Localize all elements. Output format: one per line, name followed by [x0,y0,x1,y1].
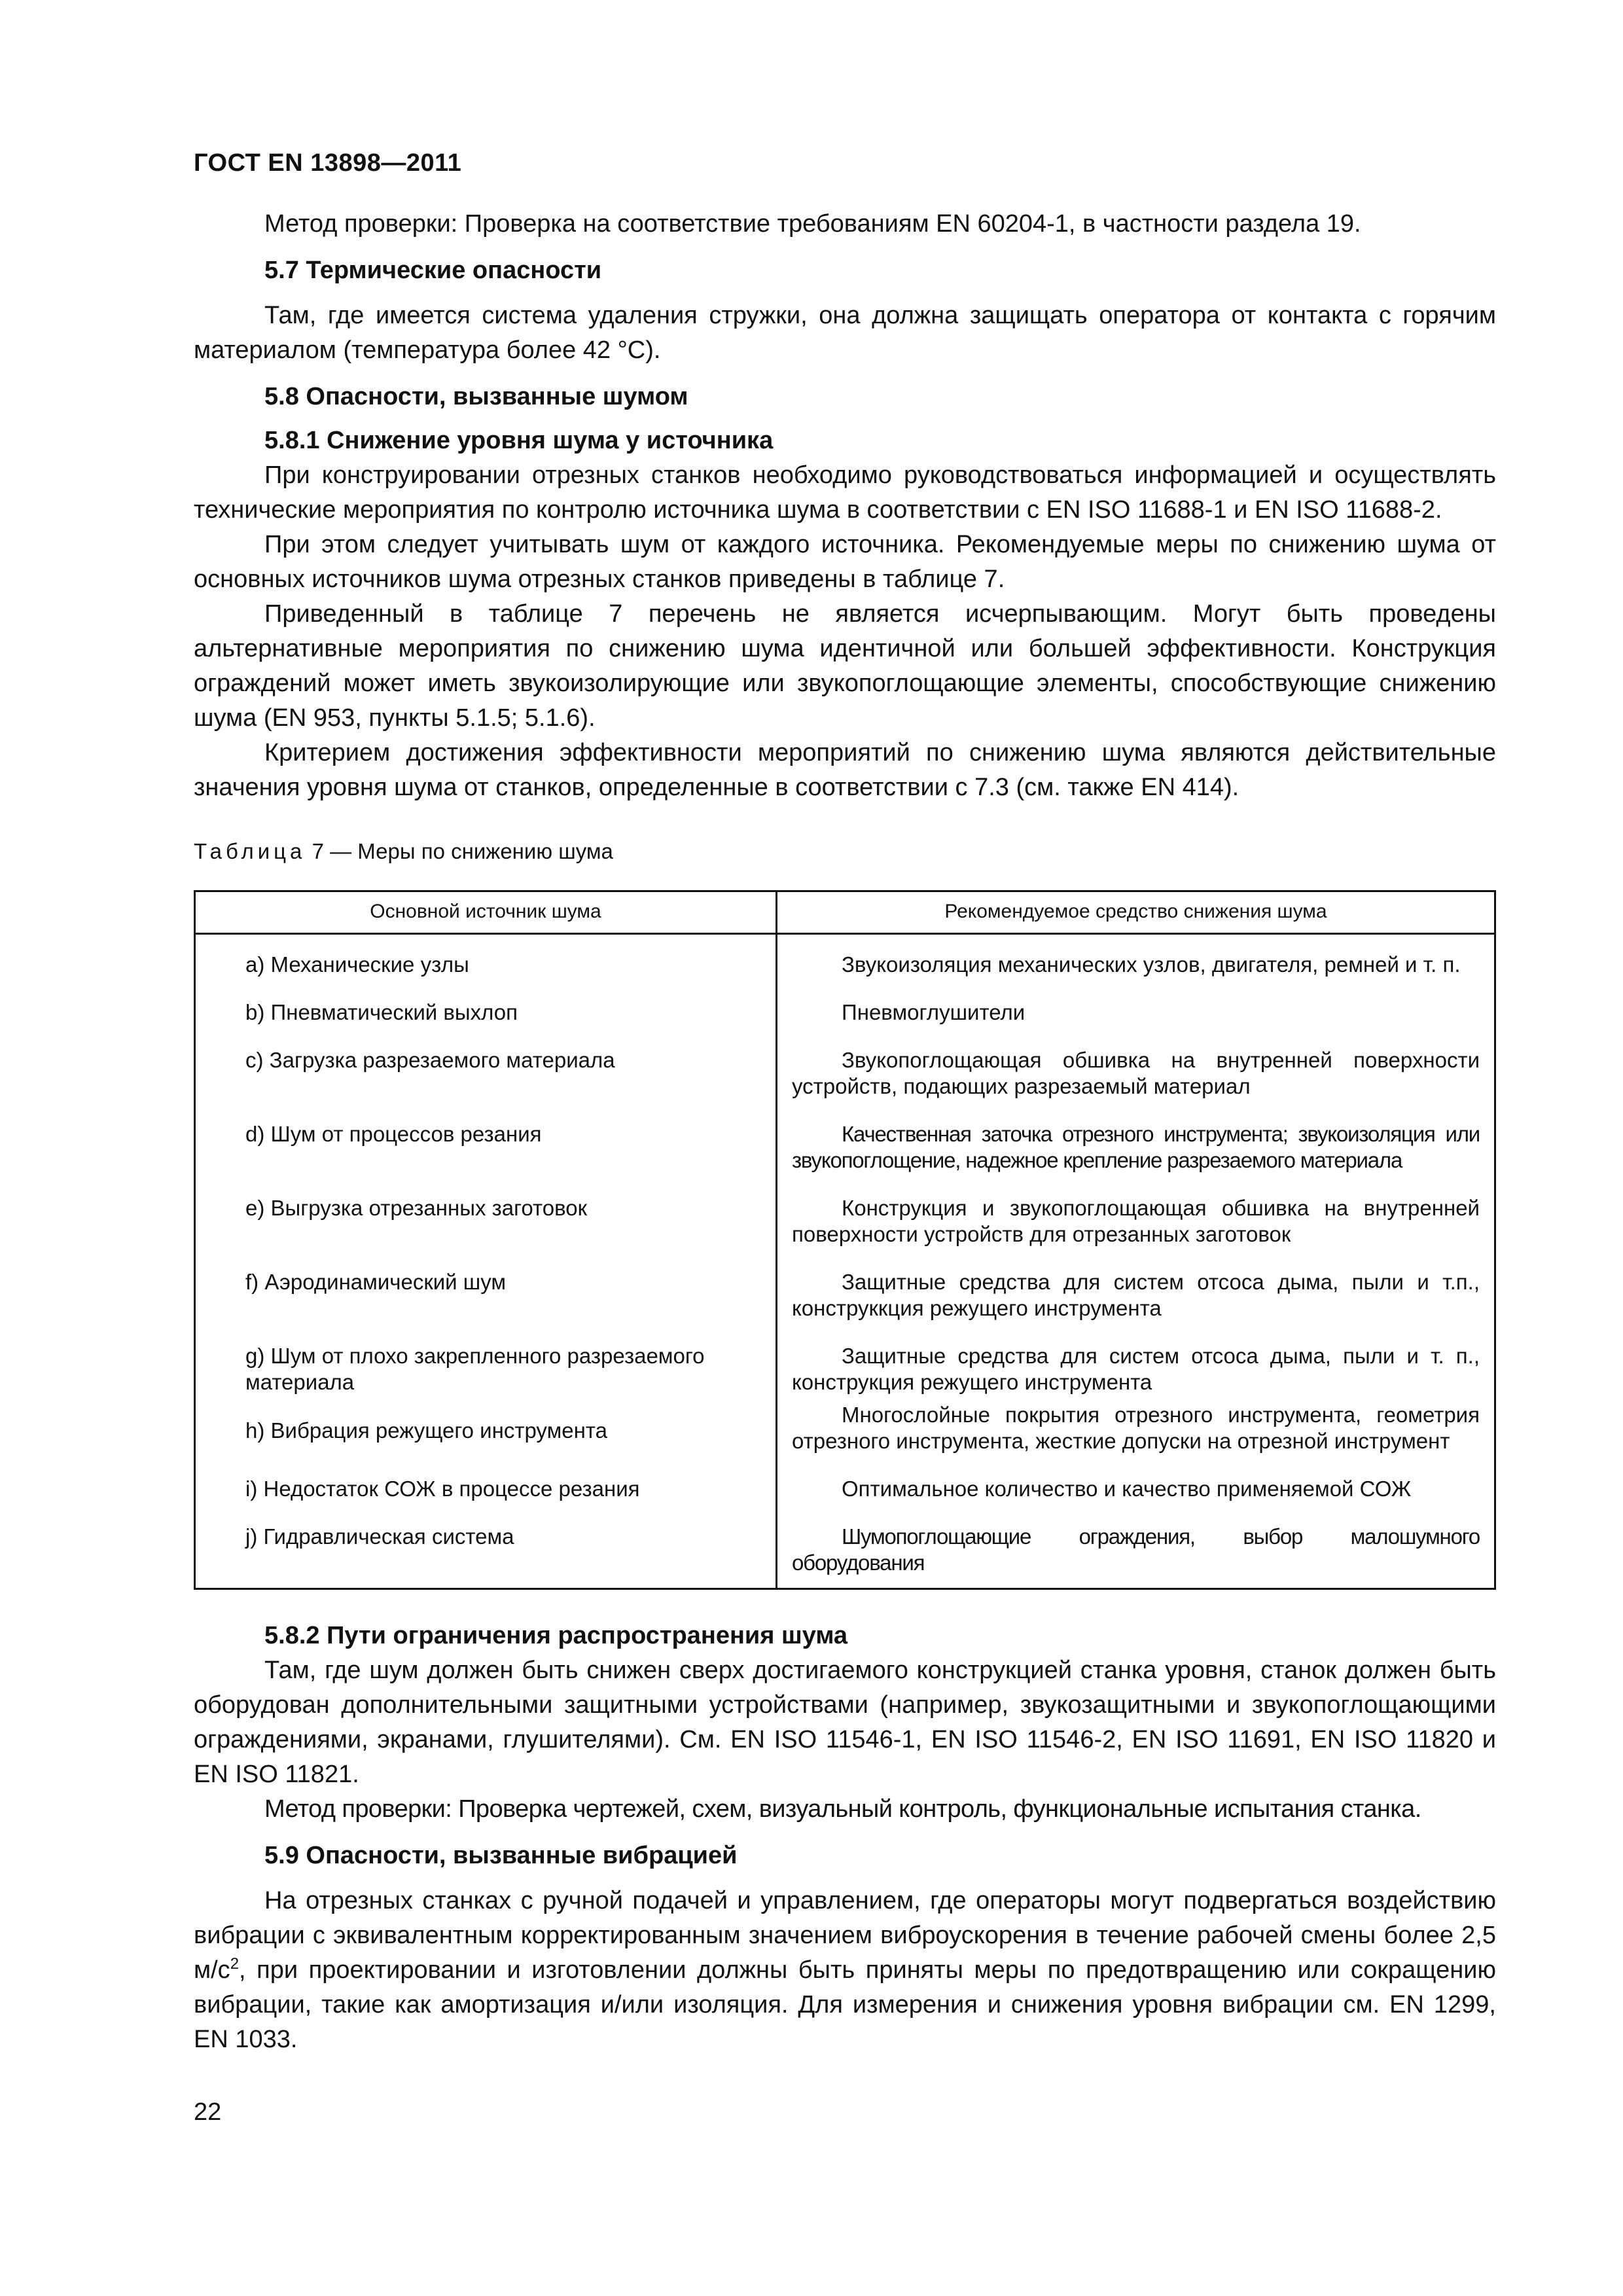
noise-measure-cell [777,999,1495,1047]
section-5-8-1-paragraph: При этом следует учитывать шум от каждого источника. Рекомендуемые меры по снижению шума от основных источников шума отрезных станков приведены в таблице 7. [194,531,1496,593]
section-5-8-2-method: Метод проверки: Проверка чертежей, схем, визуальный контроль, функциональные испытания станка. [264,1795,1421,1823]
table-row [195,999,1495,1047]
noise-measure-text: Звукоизоляция механических узлов, двигателя, ремней и т. п. [842,952,1461,977]
noise-measure-cell [777,1343,1495,1402]
noise-source-cell: f) Аэродинамический шум [195,1269,777,1343]
table-row [195,1343,1495,1402]
noise-measure-cell [777,1195,1495,1269]
noise-measure-text: Оптимальное количество и качество применяемой СОЖ [842,1477,1412,1501]
table-row [195,1524,1495,1589]
noise-source-cell: c) Загрузка разрезаемого материала [195,1047,777,1121]
table-caption [194,836,1496,867]
section-5-8-2-paragraph: Там, где шум должен быть снижен сверх достигаемого конструкцией станка уровня, станок должен быть оборудован дополнительными защитными устройствами (например, звукозащитными и звукопоглощающими ограждениями, экранами, глушителями). См. EN ISO 11546-1, EN ISO 11546-2, EN ISO 11691, EN ISO 11820 и EN ISO 11821. [194,1657,1496,1788]
table-header-measure: Рекомендуемое средство снижения шума [777,891,1495,934]
table-caption-text: 7 — Меры по снижению шума [312,839,613,863]
table-row [195,1047,1495,1121]
section-5-8-title: 5.8 Опасности, вызванные шумом [264,383,688,410]
noise-measure-cell [777,934,1495,1000]
table-row [195,934,1495,1000]
noise-measures-table [194,890,1496,1590]
noise-measure-text: Многослойные покрытия отрезного инструмента, геометрия отрезного инструмента, жесткие допуски на отрезной инструмент [792,1403,1480,1453]
table-row [195,1121,1495,1195]
section-5-9-text-end: , при проектировании и изготовлении должны быть приняты меры по предотвращению или сокращению вибрации, такие как амортизация и/или изоляция. Для измерения и снижения уровня вибрации см. EN 1299, EN 1033. [194,1956,1496,2053]
noise-measure-text: Звукопоглощающая обшивка на внутренней поверхности устройств, подающих разрезаемый материал [792,1048,1480,1098]
noise-source-cell: a) Механические узлы [195,934,777,1000]
table-row [195,1269,1495,1343]
table-row [195,1402,1495,1476]
section-5-9-title: 5.9 Опасности, вызванные вибрацией [264,1842,738,1869]
section-5-9-text [194,1884,1496,2057]
section-5-7-text: Там, где имеется система удаления стружки, она должна защищать оператора от контакта с горячим материалом (температура более 42 °С). [194,302,1496,364]
noise-source-cell: h) Вибрация режущего инструмента [195,1402,777,1476]
noise-source-cell: b) Пневматический выхлоп [195,999,777,1047]
table-row [195,1195,1495,1269]
noise-measure-text: Защитные средства для систем отсоса дыма, пыли и т. п., конструкция режущего инструмента [792,1344,1480,1394]
section-5-8-2-title: 5.8.2 Пути ограничения распространения шума [264,1622,848,1649]
noise-measure-cell [777,1047,1495,1121]
noise-source-cell: i) Недостаток СОЖ в процессе резания [195,1476,777,1524]
section-5-7-title: 5.7 Термические опасности [264,257,602,284]
noise-measure-cell [777,1476,1495,1524]
noise-measure-cell [777,1524,1495,1589]
noise-source-cell: j) Гидравлическая система [195,1524,777,1589]
table-header-source: Основной источник шума [195,891,777,934]
section-5-8-1-paragraph: При конструировании отрезных станков необходимо руководствоваться информацией и осуществлять технические мероприятия по контролю источника шума в соответствии с EN ISO 11688-1 и EN ISO 11688-2. [194,461,1496,524]
section-5-9-text-start: На отрезных станках с ручной подачей и управлением, где операторы могут подвергаться воздействию вибрации с эквивалентным корректированным значением виброускорения в течение рабочей смены более 2,5 м/с [194,1887,1496,1984]
noise-measure-text: Защитные средства для систем отсоса дыма, пыли и т.п., конструккция режущего инструмента [792,1270,1480,1320]
noise-measure-text: Качественная заточка отрезного инструмента; звукоизоляция или звукопоглощение, надежное крепление разрезаемого материала [792,1122,1480,1172]
noise-measure-cell [777,1269,1495,1343]
noise-measure-text: Пневмоглушители [842,1000,1026,1024]
table-header-row [195,891,1495,934]
section-5-8-1-paragraph: Приведенный в таблице 7 перечень не является исчерпывающим. Могут быть проведены альтернативные мероприятия по снижению шума идентичной или большей эффективности. Конструкция ограждений может иметь звукоизолирующие или звукопоглощающие элементы, способствующие снижению шума (EN 953, пункты 5.1.5; 5.1.6). [194,600,1496,732]
verification-method-text: Метод проверки: Проверка на соответствие требованиям EN 60204-1, в частности раздела 19. [264,210,1361,238]
section-5-8-1-paragraph: Критерием достижения эффективности мероприятий по снижению шума являются действительные значения уровня шума от станков, определенные в соответствии с 7.3 (см. также EN 414). [194,739,1496,801]
page-number: 22 [194,2098,222,2126]
noise-measure-cell [777,1121,1495,1195]
noise-measure-cell [777,1402,1495,1476]
section-5-8-1-title: 5.8.1 Снижение уровня шума у источника [264,427,774,454]
table-caption-label: Таблица [194,839,306,863]
section-5-9-superscript: 2 [230,1955,240,1973]
table-row [195,1476,1495,1524]
noise-measure-text: Шумопоглощающие ограждения, выбор малошумного оборудования [792,1524,1480,1575]
noise-source-cell: d) Шум от процессов резания [195,1121,777,1195]
document-header: ГОСТ EN 13898—2011 [194,149,462,177]
document-body [194,207,1496,2057]
noise-measure-text: Конструкция и звукопоглощающая обшивка на внутренней поверхности устройств для отрезанных заготовок [792,1196,1480,1246]
noise-source-cell: e) Выгрузка отрезанных заготовок [195,1195,777,1269]
noise-source-cell: g) Шум от плохо закрепленного разрезаемого материала [195,1343,777,1402]
